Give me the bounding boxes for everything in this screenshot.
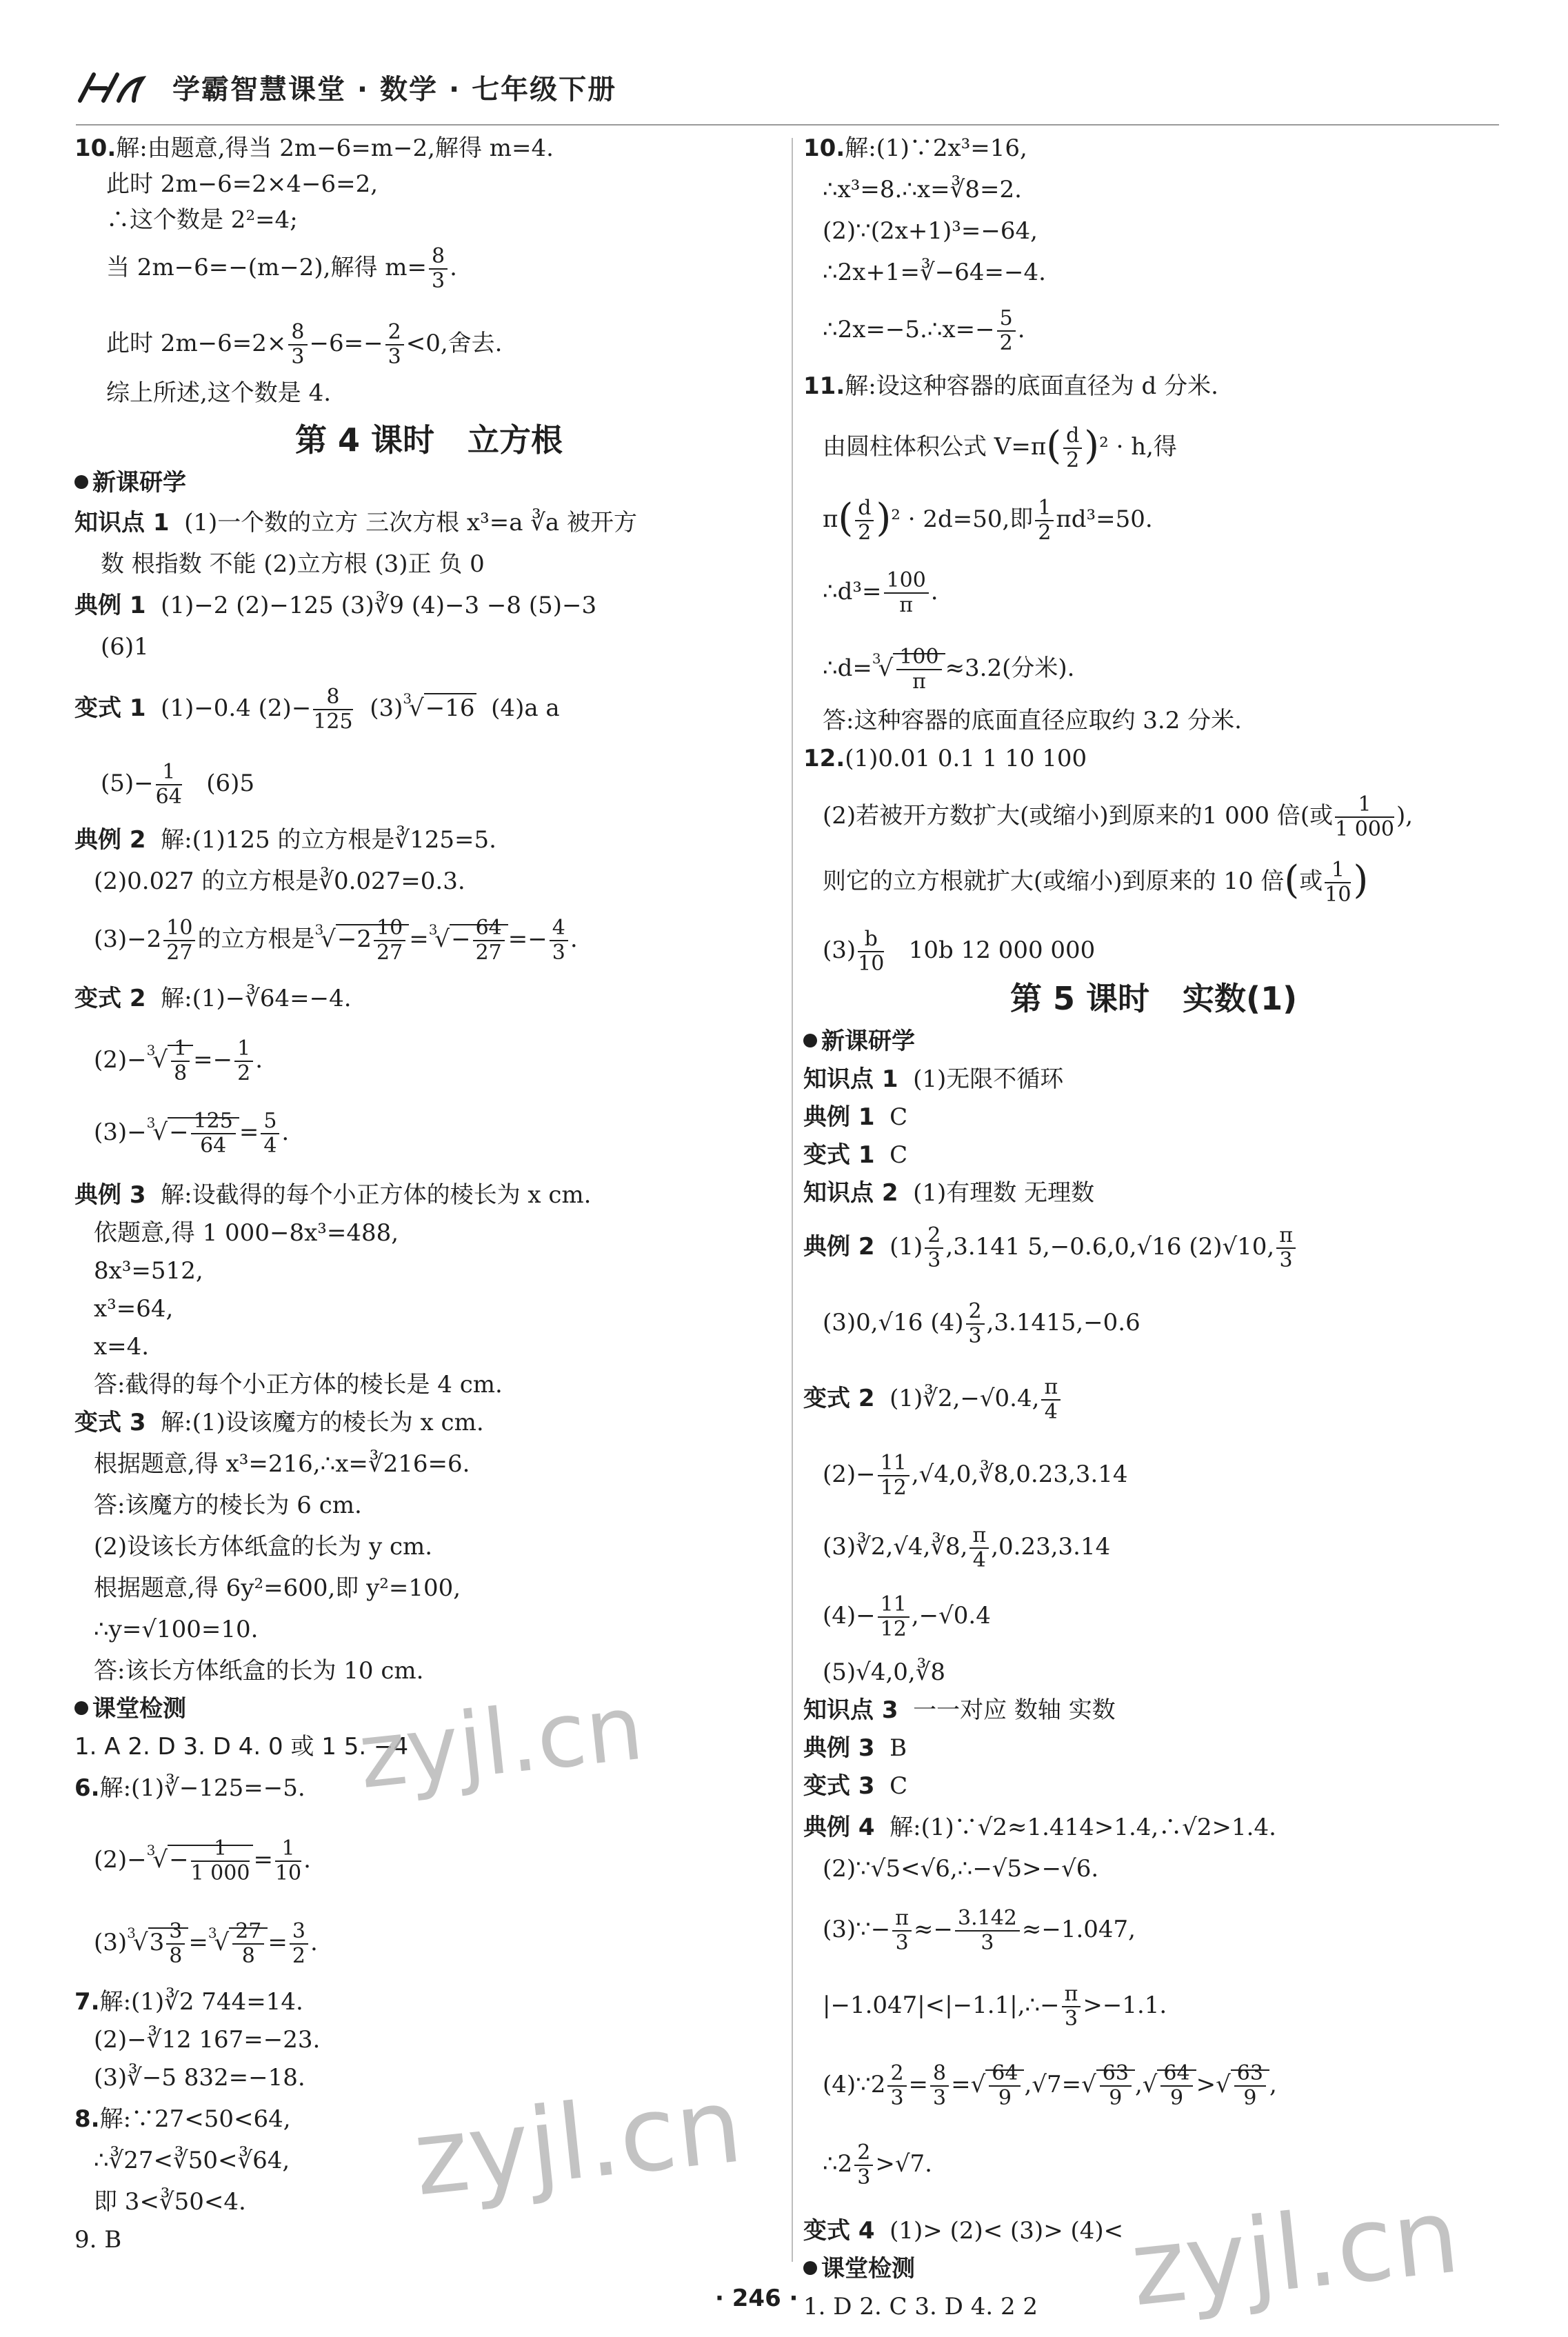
q10-line-4: 当 2m−6=−(m−2),解得 m= $\frac{8}{3}$ . <box>106 244 457 293</box>
check-7-line-2: (2)−∛12 167=−23. <box>94 2026 321 2054</box>
variant-2-line-2: (2)−$^3$√ $\frac{1}{8}$ =− $\frac{1}{2}$ . <box>94 1036 263 1085</box>
example-2-line-1: 典例 2 解:(1)125 的立方根是∛125=5. <box>74 826 496 854</box>
r12-line-2: (2)若被开方数扩大(或缩小)到原来的1 000 倍(或 $\frac{1}{1 000}$ ), <box>823 792 1414 841</box>
variant-3-line-7: 答:该长方体纸盒的长为 10 cm. <box>94 1657 424 1685</box>
r-example-4-line-4: |−1.047|<|−1.1|,∴− $\frac{\pi}{3}$ >−1.1. <box>823 1982 1167 2031</box>
r-example-4-line-2: (2)∵√5<√6,∴−√5>−√6. <box>823 1855 1099 1883</box>
q10-line-5: 此时 2m−6=2× $\frac{8}{3}$ −6=− $\frac{2}{3}$ <0,舍去. <box>106 320 503 369</box>
r-variant-3: 变式 3 C <box>803 1772 908 1800</box>
check-9: 9. B <box>74 2226 122 2254</box>
knowledge-1-line-1: 知识点 1 (1)一个数的立方 三次方根 x³=a ∛a 被开方 <box>74 509 638 536</box>
example-3-line-4: x³=64, <box>94 1295 174 1323</box>
r-example-2-line-2: (3)0,√16 (4) $\frac{2}{3}$ ,3.1415,−0.6 <box>823 1299 1140 1348</box>
r11-line-1: 11.解:设这种容器的底面直径为 d 分米. <box>803 372 1218 400</box>
check-6-line-2: (2)−$^3$√− $\frac{1}{1 000}$ = $\frac{1}{10}$ . <box>94 1836 311 1885</box>
q10-line-6: 综上所述,这个数是 4. <box>106 379 332 407</box>
r11-line-5: ∴d=$^3$√ $\frac{100}{\pi}$ ≈3.2(分米). <box>823 645 1075 694</box>
section-new-study-2: 新课研学 <box>803 1027 915 1055</box>
example-3-line-5: x=4. <box>94 1333 150 1361</box>
check-answers-1-5: 1. A 2. D 3. D 4. 0 或 1 5. −4 <box>74 1733 409 1761</box>
r-example-4-line-3: (3)∵− $\frac{\pi}{3}$ ≈− $\frac{3.142}{3}$ ≈−1.047, <box>823 1906 1136 1955</box>
r-knowledge-2: 知识点 2 (1)有理数 无理数 <box>803 1179 1095 1207</box>
r-example-4-line-5: (4)∵2 $\frac{2}{3}$ = $\frac{8}{3}$ =√ $\frac{64}{9}$ ,√7=√ $\frac{63}{9}$ ,√ $\frac{64}{9}$ >√ $\frac{63}{9}$ , <box>823 2061 1277 2110</box>
example-2-line-3: (3)−2 $\frac{10}{27}$ 的立方根是$^3$√−2 $\frac{10}{27}$ =$^3$√− $\frac{64}{27}$ =− $\frac{4}{3}$ . <box>94 916 578 965</box>
r-variant-2-line-5: (5)√4,0,∛8 <box>823 1658 946 1686</box>
header-divider <box>76 124 1499 126</box>
example-2-line-2: (2)0.027 的立方根是∛0.027=0.3. <box>94 867 465 895</box>
r10-line-4: ∴2x+1=∛−64=−4. <box>823 259 1046 286</box>
r-knowledge-1: 知识点 1 (1)无限不循环 <box>803 1065 1064 1093</box>
r11-line-3: π( $\frac{d}{2}$ )² · 2d=50,即 $\frac{1}{2}$ πd³=50. <box>823 496 1153 545</box>
book-title: 学霸智慧课堂 · 数学 · 七年级下册 <box>172 74 617 106</box>
r11-line-2: 由圆柱体积公式 V=π( $\frac{d}{2}$ )² · h,得 <box>823 423 1177 472</box>
check-7-line-1: 7.解:(1)∛2 744=14. <box>74 1988 303 2016</box>
watermark-1: zyjl.cn <box>354 1674 648 1809</box>
section-class-check: 课堂检测 <box>74 1695 186 1723</box>
r-knowledge-3: 知识点 3 一一对应 数轴 实数 <box>803 1696 1116 1724</box>
lesson-5-heading: 第 5 课时 实数(1) <box>1010 980 1298 1017</box>
r-variant-2-line-1: 变式 2 (1)∛2,−√0.4, $\frac{\pi}{4}$ <box>803 1376 1063 1424</box>
r-example-4-line-6: ∴2 $\frac{2}{3}$ >√7. <box>823 2140 932 2189</box>
variant-3-line-5: 根据题意,得 6y²=600,即 y²=100, <box>94 1574 461 1602</box>
r-variant-2-line-4: (4)− $\frac{11}{12}$ ,−√0.4 <box>823 1592 991 1641</box>
example-3-line-6: 答:截得的每个小正方体的棱长是 4 cm. <box>94 1371 503 1398</box>
example-1-line-1: 典例 1 (1)−2 (2)−125 (3)∛9 (4)−3 −8 (5)−3 <box>74 592 597 619</box>
watermark-3: zyjl.cn <box>1125 2176 1465 2330</box>
watermark-2: zyjl.cn <box>408 2065 747 2220</box>
r-variant-2-line-3: (3)∛2,√4,∛8, $\frac{\pi}{4}$ ,0.23,3.14 <box>823 1523 1111 1572</box>
check-7-line-3: (3)∛−5 832=−18. <box>94 2064 305 2092</box>
r-example-4-line-1: 典例 4 解:(1)∵√2≈1.414>1.4,∴√2>1.4. <box>803 1814 1276 1841</box>
q10-line-2: 此时 2m−6=2×4−6=2, <box>106 170 379 198</box>
variant-3-line-6: ∴y=√100=10. <box>94 1616 259 1643</box>
r-check-answers: 1. D 2. C 3. D 4. 2 2 <box>803 2293 1038 2320</box>
variant-3-line-4: (2)设该长方体纸盒的长为 y cm. <box>94 1533 433 1561</box>
r-example-2-line-1: 典例 2 (1) $\frac{2}{3}$ ,3.141 5,−0.6,0,√16 (2)√10, $\frac{\pi}{3}$ <box>803 1224 1298 1272</box>
brand-logo-icon <box>76 70 159 103</box>
r11-line-4: ∴d³= $\frac{100}{\pi}$ . <box>823 568 938 617</box>
example-1-line-2: (6)1 <box>101 633 149 661</box>
r-variant-2-line-2: (2)− $\frac{11}{12}$ ,√4,0,∛8,0.23,3.14 <box>823 1451 1128 1500</box>
r12-line-1: 12.(1)0.01 0.1 1 10 100 <box>803 745 1087 772</box>
page-number: · 246 · <box>715 2285 798 2312</box>
variant-3-line-1: 变式 3 解:(1)设该魔方的棱长为 x cm. <box>74 1409 484 1436</box>
variant-1-line-2: (5)− $\frac{1}{64}$ (6)5 <box>101 760 255 809</box>
section-new-study: 新课研学 <box>74 469 186 497</box>
r10-line-2: ∴x³=8.∴x=∛8=2. <box>823 176 1022 203</box>
example-3-line-3: 8x³=512, <box>94 1257 203 1285</box>
r12-line-3: 则它的立方根就扩大(或缩小)到原来的 10 倍(或 $\frac{1}{10}$ ) <box>823 858 1369 907</box>
page-header <box>69 55 1499 110</box>
r10-line-3: (2)∵(2x+1)³=−64, <box>823 217 1038 245</box>
section-class-check-2: 课堂检测 <box>803 2255 915 2283</box>
column-divider <box>792 138 793 2262</box>
variant-2-line-3: (3)−$^3$√− $\frac{125}{64}$ = $\frac{5}{4}$ . <box>94 1109 290 1158</box>
knowledge-1-line-2: 数 根指数 不能 (2)立方根 (3)正 负 0 <box>101 550 485 578</box>
check-6-line-3: $(3)^3√3$ $\frac{3}{8}$ =$^3$√ $\frac{27}{8}$ = $\frac{3}{2}$ . <box>94 1919 318 1968</box>
r10-line-1: 10.解:(1)∵2x³=16, <box>803 134 1027 162</box>
variant-2-line-1: 变式 2 解:(1)−∛64=−4. <box>74 985 352 1012</box>
check-8-line-2: ∴∛27<∛50<∛64, <box>94 2147 290 2174</box>
r11-line-6: 答:这种容器的底面直径应取约 3.2 分米. <box>823 707 1242 734</box>
variant-3-line-2: 根据题意,得 x³=216,∴x=∛216=6. <box>94 1450 470 1478</box>
r-variant-4: 变式 4 (1)> (2)< (3)> (4)< <box>803 2217 1124 2245</box>
r12-line-4: (3) $\frac{b}{10}$ 10b 12 000 000 <box>823 927 1096 976</box>
r-variant-1: 变式 1 C <box>803 1141 908 1169</box>
example-3-line-1: 典例 3 解:设截得的每个小正方体的棱长为 x cm. <box>74 1181 592 1209</box>
q10-line-1: 10.解:由题意,得当 2m−6=m−2,解得 m=4. <box>74 134 554 162</box>
check-8-line-3: 即 3<∛50<4. <box>94 2188 246 2216</box>
variant-3-line-3: 答:该魔方的棱长为 6 cm. <box>94 1492 362 1519</box>
check-8-line-1: 8.解:∵27<50<64, <box>74 2105 291 2133</box>
q10-line-3: ∴这个数是 2²=4; <box>106 206 298 234</box>
r-example-1: 典例 1 C <box>803 1103 908 1131</box>
check-6-line-1: 6.解:(1)∛−125=−5. <box>74 1774 305 1802</box>
variant-1-line-1: 变式 1 (1)−0.4 (2)− $\frac{8}{125}$ $(3)^3√-16$ (4)a a <box>74 685 560 734</box>
lesson-4-heading: 第 4 课时 立方根 <box>295 421 563 459</box>
r10-line-5: ∴2x=−5.∴x=− $\frac{5}{2}$ . <box>823 306 1025 355</box>
r-example-3: 典例 3 B <box>803 1734 907 1762</box>
example-3-line-2: 依题意,得 1 000−8x³=488, <box>94 1219 399 1247</box>
